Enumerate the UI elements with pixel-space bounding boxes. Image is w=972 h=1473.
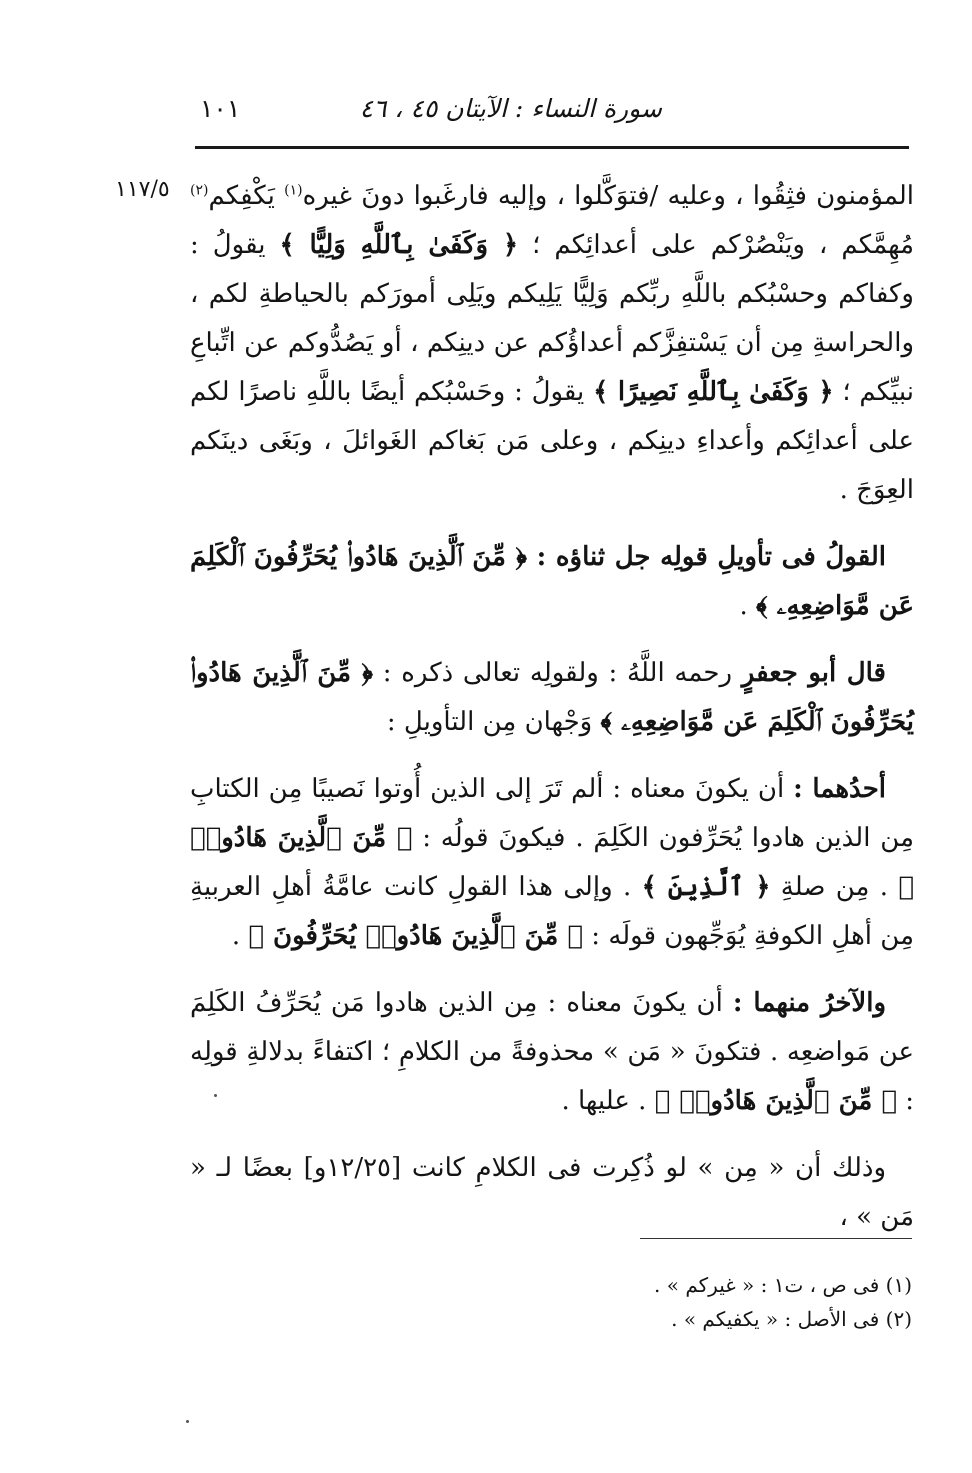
footnote-divider [640,1238,912,1239]
text-run: أن يكونَ معناه : مِن الذين هادوا مَن يُحَرِّفُ الكَلِمَ عن مَواضعِه . فتكونَ « مَن » محذوفةً من الكلامِ ؛ اكتفاءً بدلالةِ قولِه : [190,988,915,1116]
footnote-marker: (٢) [190,182,209,199]
running-header [190,94,912,134]
text-run: يقولُ : وحَسْبُكم أيضًا باللَّهِ ناصرًا لكم على أعدائِكم وأعداءِ دينِكم ، وعلى مَن بَغاكم الغَوائلَ ، وبَغَى دينَكم العِوَجَ . [190,377,914,505]
quran-verse: ﴿ مِّنَ ٱلَّذِينَ هَادُوا۟ يُحَرِّفُونَ ٱلْكَلِمَ عَن مَّوَاضِعِهِۦ ﴾ [190,542,914,621]
paragraph [190,172,914,515]
surah-title: سورة النساء : الآيتان ٤٥ ، ٤٦ [359,94,662,123]
footnote-2: (٢) فى الأصل : « يكفيكم » . [671,1307,912,1331]
text-run: يقولُ : وكفاكم وحسْبُكم باللَّهِ ربِّكم وَلِيًّا يَلِيكم ويَلِى أمورَكم بالحياطةِ لكم ، والحراسةِ مِن أن يَسْتفِزَّكم أعداؤُكم عن دينِكم ، أو يَصُدُّوكم عن اتِّباعِ نبيِّكم ؛ [190,230,914,407]
quran-verse: ﴿ مِّنَ ٱلَّذِينَ هَادُوا۟ ﴾ [654,1086,897,1116]
quran-verse: ﴿ مِّنَ ٱلَّذِينَ هَادُوا۟ ﴾ [190,823,915,902]
text-run: وذلك أن « مِن » لو ذُكِرت فى الكلامِ كانت [١٢/٢٥و] بعضًا لـ « مَن » ، [190,1153,914,1232]
header-divider [195,146,909,149]
text-run: . وإلى هذا القولِ كانت عامَّةُ أهلِ العربيةِ مِن أهلِ الكوفةِ يُوَجِّهون قولَه : [190,872,914,951]
text-run: . [739,591,757,621]
text-run: رحمه اللَّهُ : ولقولِه تعالى ذكره : [373,658,742,688]
bold-heading: القولُ فى تأويلِ قولِه جل ثناؤه : [527,542,886,572]
quran-verse: ﴿ وَكَفَىٰ بِٱللَّهِ نَصِيرًا ﴾ [593,377,834,407]
bold-heading: والآخرُ منهما : [732,988,887,1018]
text-run: وَجْهان مِن التأويلِ : [386,707,601,737]
scan-speck [214,1094,217,1097]
paragraph [190,765,914,961]
footnotes [190,1268,912,1336]
footnote-1: (١) فى ص ، ت١ : « غيركم » . [654,1273,912,1297]
text-run: أن يكونَ معناه : ألم تَرَ إلى الذين أُوتوا نَصيبًا مِن الكتابِ مِن الذين هادوا يُحَرِّفون الكَلِمَ . فيكونَ قولُه : [190,774,914,853]
paragraph [190,1144,914,1242]
footnote-marker: (١) [284,182,303,199]
page-number: ١٠١ [200,94,241,123]
paragraph [190,649,914,747]
text-run: . [231,921,249,951]
paragraph [190,979,914,1126]
quran-verse: ﴿ وَكَفَىٰ بِٱللَّهِ وَلِيًّا ﴾ [279,230,519,260]
text-run: . عليها . [561,1086,655,1116]
paragraph [190,533,914,631]
bold-heading: قال أبو جعفرٍ [741,658,886,688]
text-run: المؤمنون فثِقُوا ، وعليه /فتوَكَّلوا ، وإليه فارغَبوا دونَ غيره [302,181,914,211]
main-text [190,172,914,1242]
text-run: مُهِمَّكم ، ويَنْصُرْكم على أعدائِكم ؛ [518,230,915,260]
quran-verse: ﴿ ٱلَّذِينَ ﴾ [641,872,771,902]
quran-verse: ﴿ مِّنَ ٱلَّذِينَ هَادُوا۟ يُحَرِّفُونَ ٱلْكَلِمَ عَن مَّوَاضِعِهِۦ ﴾ [190,658,914,737]
margin-reference: ١١٧/٥ [115,177,170,202]
bold-heading: أحدُهما : [793,774,887,804]
quran-verse: ﴿ مِّنَ ٱلَّذِينَ هَادُوا۟ يُحَرِّفُونَ ﴾ [248,921,584,951]
scan-speck [186,1420,189,1423]
text-run: . مِن صلةِ [770,872,899,902]
text-run: يَكْفِكم [208,181,285,211]
